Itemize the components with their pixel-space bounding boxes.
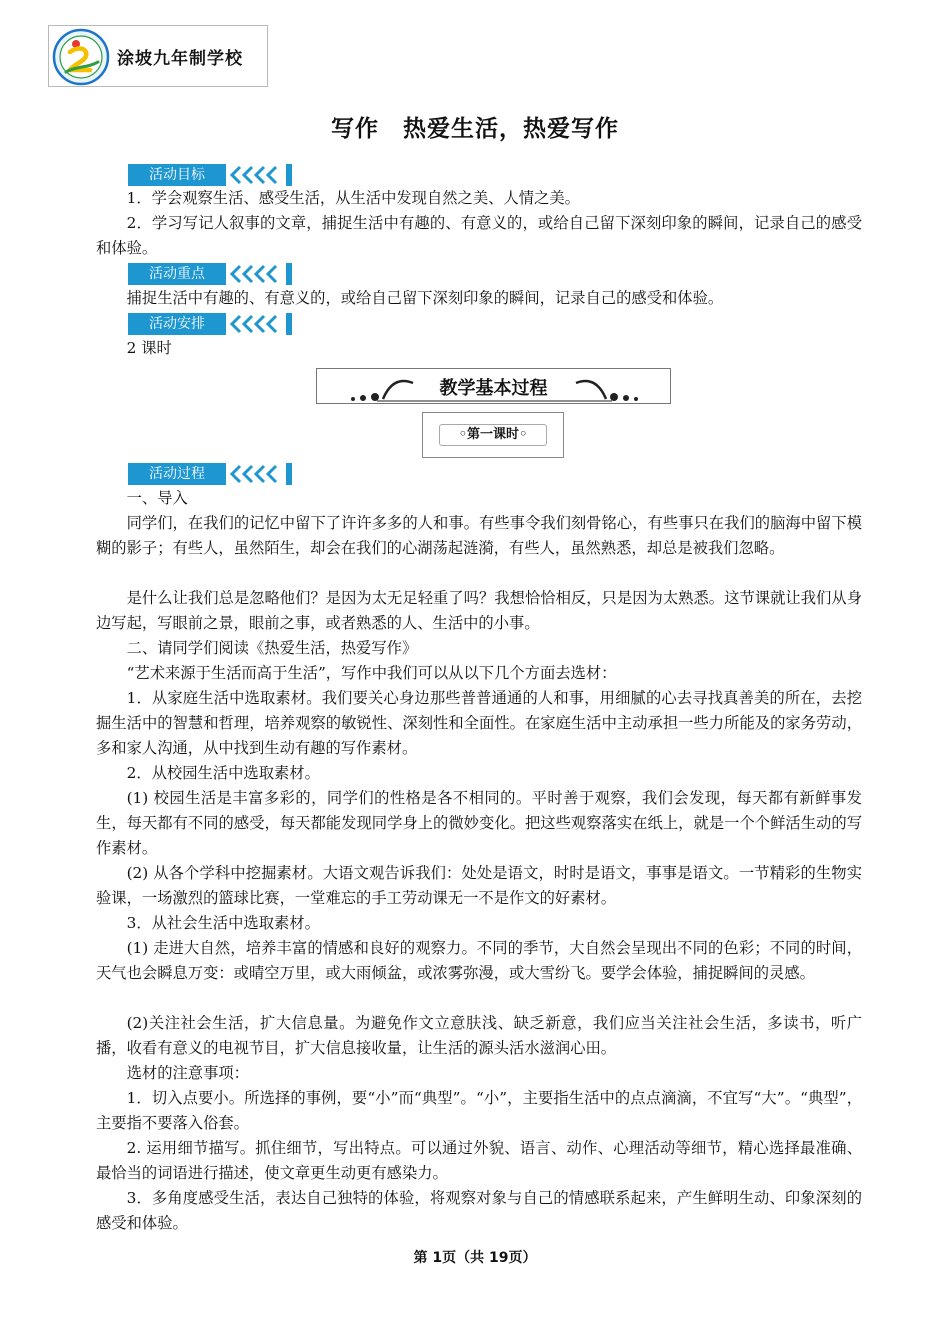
chevrons-icon (226, 463, 294, 485)
goal-item: 2．学习写记人叙事的文章，捕捉生活中有趣的、有意义的，或给自己留下深刻印象的瞬间，记录自己的感受和体验。 (96, 214, 862, 257)
teaching-process-box (316, 368, 671, 404)
banner-label: 活动过程 (128, 463, 226, 485)
banner-label: 活动安排 (128, 313, 226, 335)
process-title: 教学基本过程 (439, 378, 548, 399)
focus-text: 捕捉生活中有趣的、有意义的，或给自己留下深刻印象的瞬间，记录自己的感受和体验。 (126, 289, 724, 307)
lesson-label: ◦第一课时◦ (439, 424, 547, 446)
body-paragraph: (2)关注社会生活，扩大信息量。为避免作文立意肤浅、缺乏新意，我们应当关注社会生活，多读书，听广播，收看有意义的电视节目，扩大信息接收量，让生活的源头活水滋润心田。 (96, 1014, 862, 1057)
page-title: 写作 热爱生活，热爱写作 (331, 116, 619, 142)
body-paragraph: 同学们，在我们的记忆中留下了许许多多的人和事。有些事令我们刻骨铭心，有些事只在我们的脑海中留下模糊的影子；有些人，虽然陌生，却会在我们的心湖荡起涟漪，有些人，虽然熟悉，却总是被我们忽略。 (96, 514, 862, 557)
chevrons-icon (226, 263, 294, 285)
banner-label: 活动重点 (128, 263, 226, 285)
section-banner-schedule (128, 313, 294, 335)
body-paragraph: (2) 从各个学科中挖掘素材。大语文观告诉我们：处处是语文，时时是语文，事事是语文。一节精彩的生物实验课，一场激烈的篮球比赛，一堂难忘的手工劳动课无一不是作文的好素材。 (96, 864, 862, 907)
body-paragraph: 2．从校园生活中选取素材。 (126, 764, 320, 782)
school-name: 涂坡九年制学校 (117, 49, 243, 69)
body-paragraph: “艺术来源于生活而高于生活”，写作中我们可以从以下几个方面去选材： (126, 664, 617, 682)
section-banner-process (128, 463, 294, 485)
schedule-text: 2 课时 (126, 339, 172, 357)
body-paragraph: (1) 走进大自然，培养丰富的情感和良好的观察力。不同的季节，大自然会呈现出不同的色彩；不同的时间，天气也会瞬息万变：或晴空万里，或大雨倾盆，或浓雾弥漫，或大雪纷飞。要学会体验，捕捉瞬间的灵感。 (96, 939, 862, 982)
body-paragraph: 2. 运用细节描写。抓住细节，写出特点。可以通过外貌、语言、动作、心理活动等细节，精心选择最准确、最恰当的词语进行描述，使文章更生动更有感染力。 (96, 1139, 862, 1182)
body-paragraph: 选材的注意事项： (126, 1064, 249, 1082)
body-paragraph: 1．从家庭生活中选取素材。我们要关心身边那些普普通通的人和事，用细腻的心去寻找真善美的所在，去挖掘生活中的智慧和哲理，培养观察的敏锐性、深刻性和全面性。在家庭生活中主动承担一些力所能及的家务劳动，多和家人沟通，从中找到生动有趣的写作素材。 (96, 689, 862, 757)
lesson-box (422, 412, 564, 458)
page-footer: 第 1页（共 19页） (413, 1250, 537, 1266)
school-emblem-icon (52, 28, 110, 86)
body-paragraph: (1) 校园生活是丰富多彩的，同学们的性格是各不相同的。平时善于观察，我们会发现，每天都有新鲜事发生，每天都有不同的感受，每天都能发现同学身上的微妙变化。把这些观察落实在纸上，就是一个个鲜活生动的写作素材。 (96, 789, 862, 857)
body-paragraph: 3．从社会生活中选取素材。 (126, 914, 320, 932)
chevrons-icon (226, 164, 294, 186)
banner-label: 活动目标 (128, 164, 226, 186)
section-heading: 二、请同学们阅读《热爱生活，热爱写作》 (126, 639, 418, 657)
goal-item: 1．学会观察生活、感受生活，从生活中发现自然之美、人情之美。 (126, 189, 580, 207)
chevrons-icon (226, 313, 294, 335)
body-paragraph: 3．多角度感受生活，表达自己独特的体验，将观察对象与自己的情感联系起来，产生鲜明生动、印象深刻的感受和体验。 (96, 1189, 862, 1232)
body-paragraph: 1．切入点要小。所选择的事例，要“小”而“典型”。“小”，主要指生活中的点点滴滴，不宜写“大”。“典型”，主要指不要落入俗套。 (96, 1089, 862, 1132)
section-heading: 一、导入 (126, 489, 188, 507)
section-banner-goals (128, 164, 294, 186)
school-logo-box (48, 25, 268, 87)
section-banner-focus (128, 263, 294, 285)
body-paragraph: 是什么让我们总是忽略他们？是因为太无足轻重了吗？我想恰恰相反，只是因为太熟悉。这节课就让我们从身边写起，写眼前之景，眼前之事，或者熟悉的人、生活中的小事。 (96, 589, 862, 632)
